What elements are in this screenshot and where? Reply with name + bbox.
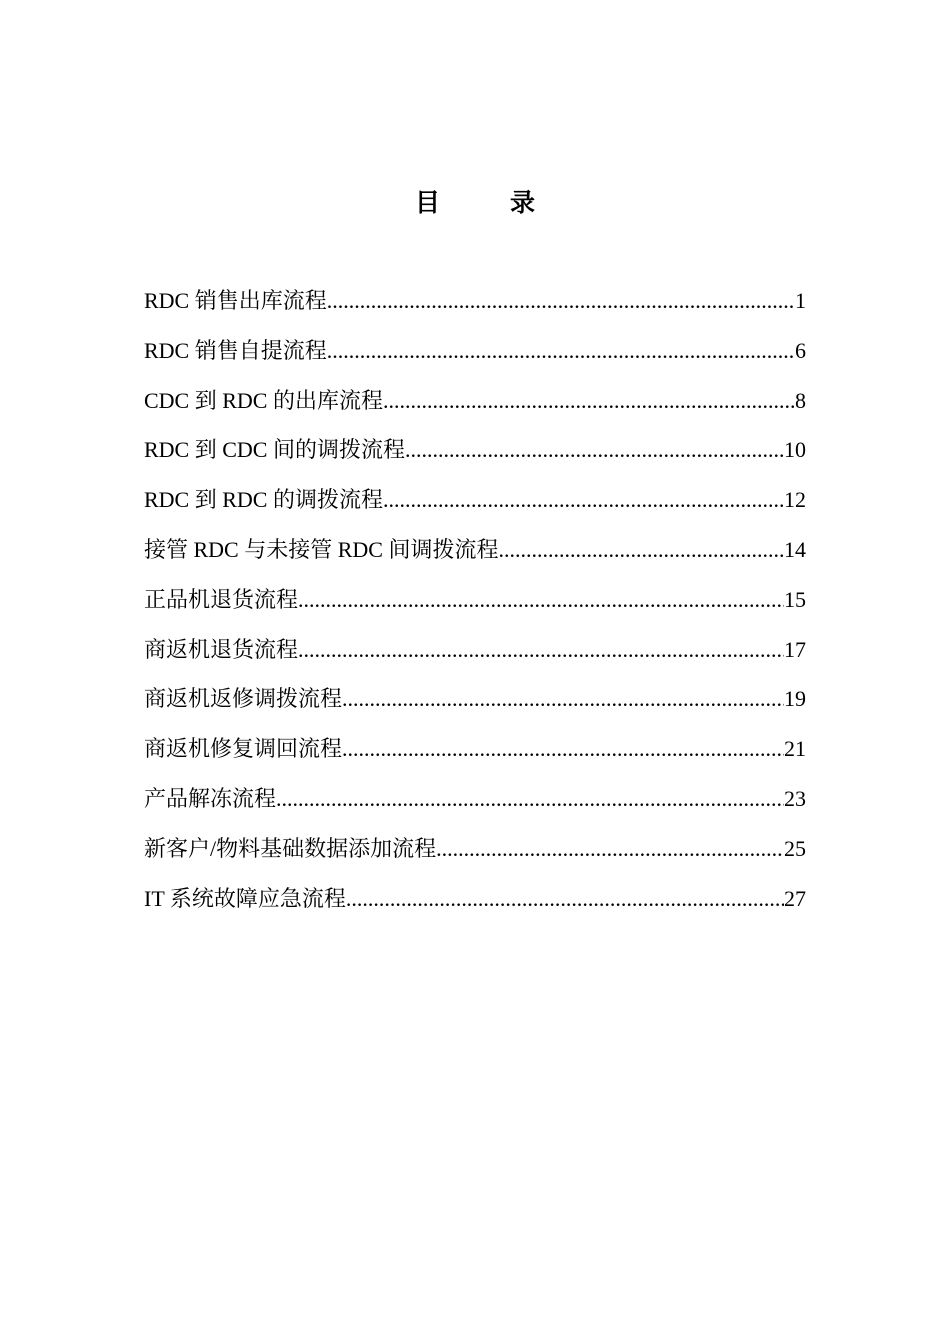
toc-dot-leader [298,632,784,668]
toc-entry[interactable] [144,582,806,632]
toc-entry-label: 正品机退货流程 [144,586,299,612]
toc-entry[interactable] [144,482,806,532]
toc-entry[interactable] [144,831,806,881]
toc-dot-leader [342,731,784,767]
toc-dot-leader [405,432,784,468]
toc-entry-page-number: 17 [784,636,806,662]
toc-entry-label: 新客户/物料基础数据添加流程 [144,835,437,861]
toc-entry-page-number: 15 [784,586,806,612]
toc-entry-page-number: 10 [784,437,806,463]
toc-entry-page-number: 21 [784,736,806,762]
toc-entry[interactable] [144,432,806,482]
toc-dot-leader [342,681,784,717]
toc-title-char-2: 录 [510,190,536,217]
toc-dot-leader [498,532,784,568]
toc-entry[interactable] [144,632,806,682]
toc-entry-label: RDC 到 CDC 间的调拨流程 [144,437,405,463]
toc-entry-label: RDC 到 RDC 的调拨流程 [144,487,383,513]
toc-entry-label: CDC 到 RDC 的出库流程 [144,387,383,413]
toc-entry-label: IT 系统故障应急流程 [144,885,346,911]
toc-entry[interactable] [144,681,806,731]
toc-entry[interactable] [144,731,806,781]
toc-title [0,183,950,219]
toc-entry-page-number: 12 [784,487,806,513]
toc-dot-leader [276,781,784,817]
toc-entry-page-number: 14 [784,536,806,562]
toc-dot-leader [436,831,784,867]
toc-list [144,283,806,930]
toc-dot-leader [383,482,784,518]
toc-title-char-1: 目 [414,190,440,217]
toc-entry-page-number: 27 [784,885,806,911]
toc-entry-label: 商返机返修调拨流程 [144,686,343,712]
toc-dot-leader [327,333,795,369]
toc-entry-label: RDC 销售自提流程 [144,337,327,363]
toc-entry-page-number: 6 [795,337,806,363]
toc-entry-page-number: 1 [795,288,806,313]
toc-entry[interactable] [144,383,806,433]
toc-entry[interactable] [144,781,806,831]
toc-dot-leader [346,881,784,917]
toc-entry-page-number: 23 [784,785,806,811]
toc-entry-label: 商返机修复调回流程 [144,736,343,762]
toc-entry-page-number: 25 [784,835,806,861]
toc-entry[interactable] [144,881,806,931]
toc-entry-label: 接管 RDC 与未接管 RDC 间调拨流程 [144,536,499,562]
toc-entry[interactable] [144,333,806,383]
toc-entry-page-number: 8 [795,387,806,413]
toc-entry[interactable] [144,532,806,582]
toc-entry-label: RDC 销售出库流程 [144,288,327,313]
toc-dot-leader [298,582,784,618]
toc-entry-label: 商返机退货流程 [144,636,299,662]
toc-dot-leader [383,383,795,419]
toc-entry-label: 产品解冻流程 [144,785,277,811]
toc-entry[interactable] [144,283,806,333]
toc-dot-leader [327,283,795,319]
toc-entry-page-number: 19 [784,686,806,712]
